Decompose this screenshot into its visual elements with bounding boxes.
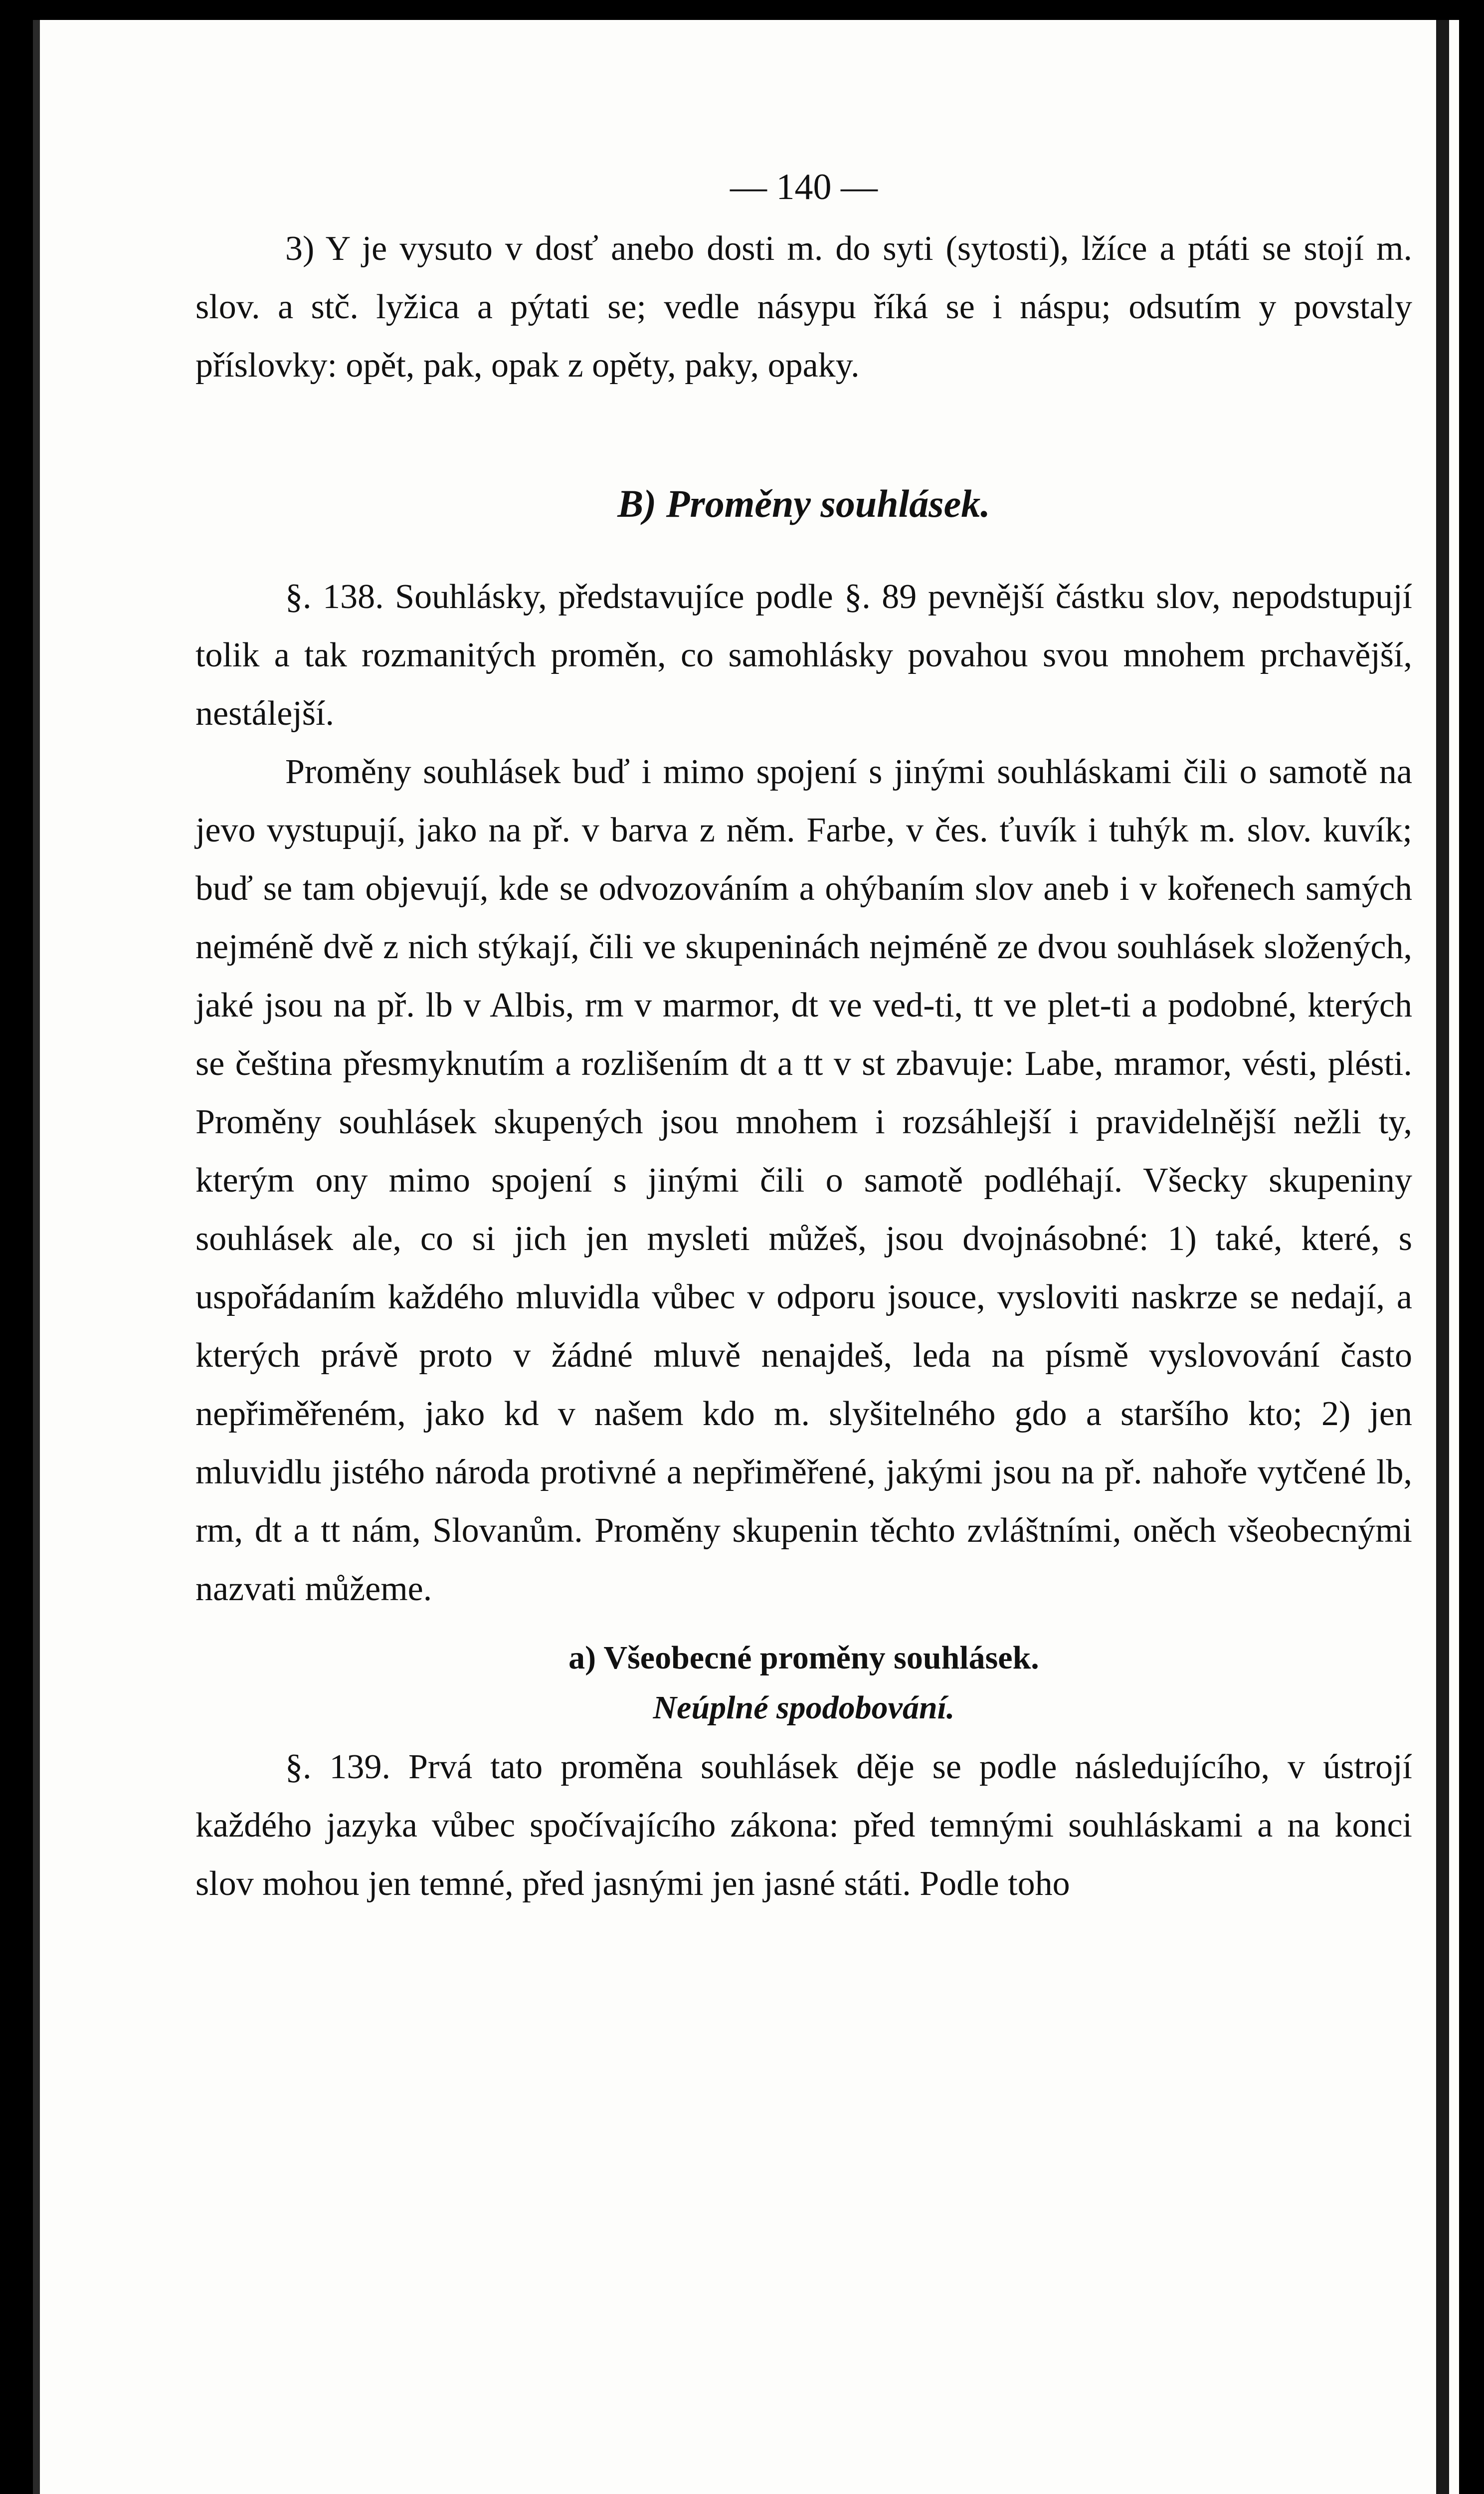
page-number: — 140 —: [730, 167, 878, 208]
paragraph-promeny: Proměny souhlásek buď i mimo spojení s jinými souhláskami čili o samotě na jevo vystupují, jako na př. v barva z něm. Farbe, v čes. ťuvík i tuhýk m. slov. kuvík; buď se tam objevují, kde se odvozováním a ohýbaním slov aneb i v kořenech samých nejméně dvě z nich stýkají, čili ve skupeninách nejméně ze dvou souhlásek složených, jaké jsou na př. lb v Albis, rm v marmor, dt ve ved-ti, tt ve plet-ti a podobné, kterých se čeština přesmyknutím a rozlišením dt a tt v st zbavuje: Labe, mramor, vésti, plésti. Proměny souhlásek skupených jsou mnohem i rozsáhlejší i pravidelnější nežli ty, kterým ony mimo spojení s jinými čili o samotě podléhají. Všecky skupeniny souhlásek ale, co si jich jen mysleti můžeš, jsou dvojnásobné: 1) také, které, s uspořádaním každého mluvidla vůbec v odporu jsouce, vysloviti naskrze se nedají, a kterých právě proto v žádné mluvě nenajdeš, leda na písmě vyslovování často nepřiměřeném, jako kd v našem kdo m. slyšitelného gdo a staršího kto; 2) jen mluvidlu jistého národa protivné a nepřiměřené, jakými jsou na př. nahoře vytčené lb, rm, dt a tt nám, Slovanům. Proměny skupenin těchto zvláštními, oněch všeobecnými nazvati můžeme.: [195, 753, 1412, 1608]
book-page: [33, 20, 1459, 2494]
paragraph-138: §. 138. Souhlásky, představujíce podle §. 89 pevnější částku slov, nepodstupují tolik a tak rozmanitých proměn, co samohlásky povahou svou mnohem prchavější, nestálejší.: [195, 578, 1412, 733]
subsection-subheading: Neúplné spodobování.: [653, 1689, 955, 1726]
section-heading-b: B) Proměny souhlásek.: [617, 482, 990, 525]
page-right-edge: [1436, 20, 1449, 2494]
paragraph-139: §. 139. Prvá tato proměna souhlásek děje se podle následujícího, v ústrojí každého jazyka vůbec spočívajícího zákona: před temnými souhláskami a na konci slov mohou jen temné, před jasnými jen jasné státi. Podle toho: [195, 1748, 1412, 1903]
page-content: [195, 155, 1412, 1913]
page-left-edge: [33, 20, 40, 2494]
paragraph-y-vysuto: 3) Y je vysuto v dosť anebo dosti m. do syti (sytosti), lžíce a ptáti se stojí m. slov. a stč. lyžica a pýtati se; vedle násypu říká se i náspu; odsutím y povstaly příslovky: opět, pak, opak z opěty, paky, opaky.: [195, 229, 1412, 385]
subsection-heading-a: a) Všeobecné proměny souhlásek.: [568, 1640, 1039, 1676]
